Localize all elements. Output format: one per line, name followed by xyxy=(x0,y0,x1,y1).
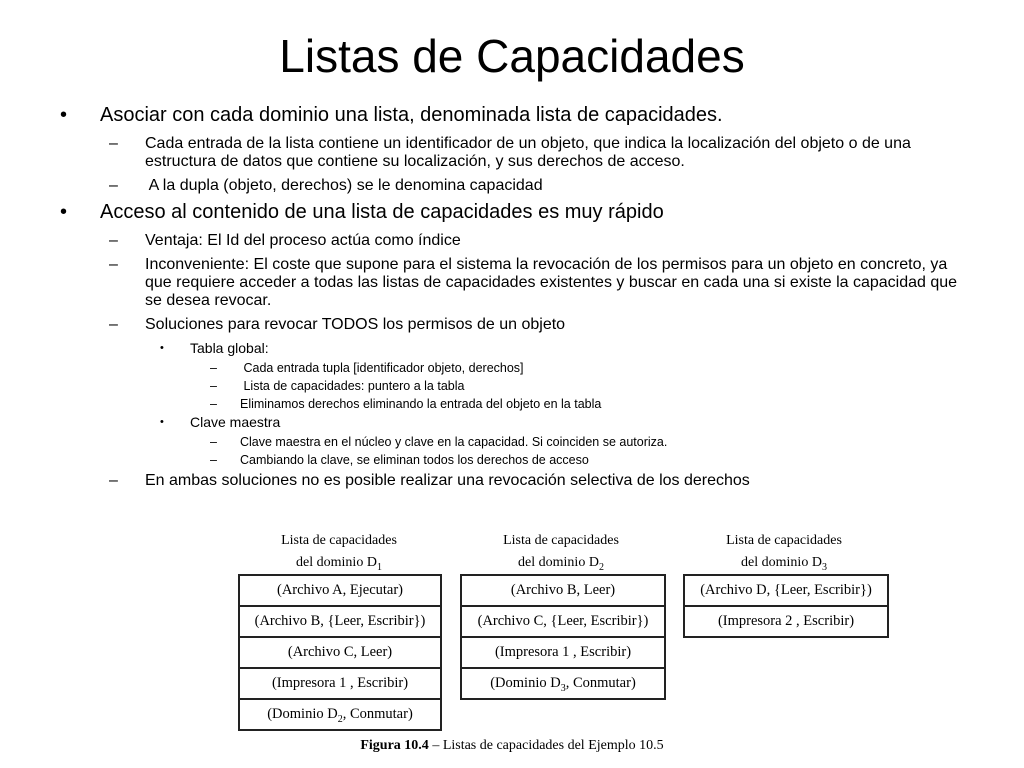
table-cell xyxy=(240,698,440,729)
caption-text: del dominio D xyxy=(518,555,599,570)
figure-caption xyxy=(0,738,1024,754)
caption-text: del dominio D xyxy=(741,555,822,570)
dash-marker: – xyxy=(210,453,217,467)
table-cell xyxy=(462,636,664,667)
caption-subscript: 2 xyxy=(598,561,604,573)
figure-caption-text: – Listas de capacidades del Ejemplo 10.5 xyxy=(428,738,664,753)
solution-item xyxy=(60,414,960,431)
cell-text: (Archivo D, {Leer, Escribir}) xyxy=(700,582,872,598)
table-cell xyxy=(685,576,887,605)
table-cell xyxy=(685,605,887,636)
cell-text: (Archivo C, Leer) xyxy=(287,644,393,660)
dash-marker: – xyxy=(210,379,217,393)
table-cell xyxy=(240,576,440,605)
table-caption xyxy=(238,530,440,579)
bullet-marker: • xyxy=(160,416,164,428)
solution-detail-text: Cada entrada tupla [identificador objeto, derechos] xyxy=(240,361,524,375)
table-cell xyxy=(240,636,440,667)
cell-subscript: 3 xyxy=(560,682,566,694)
dash-marker: – xyxy=(109,232,118,249)
sub-bullet-text: A la dupla (objeto, derechos) se le denomina capacidad xyxy=(145,177,543,194)
sub-bullet-item xyxy=(60,472,960,490)
sub-bullet-item xyxy=(60,232,960,250)
dash-marker: – xyxy=(210,435,217,449)
sub-bullet-text: Inconveniente: El coste que supone para el sistema la revocación de los permisos para un objeto en concreto, ya que requiere acceder a todas las listas de capacidades existentes y buscar en cada una si existe la capacidad que se desea revocar. xyxy=(145,256,958,309)
capability-table-d1 xyxy=(238,574,442,731)
capability-table-d3 xyxy=(683,574,889,638)
solution-detail-text: Lista de capacidades: puntero a la tabla xyxy=(240,379,465,393)
bullet-text: Acceso al contenido de una lista de capacidades es muy rápido xyxy=(100,201,664,223)
sub-bullet-text: Cada entrada de la lista contiene un identificador de un objeto, que indica la localización del objeto o de una estructura de datos que contiene su localización, y sus derechos de acceso. xyxy=(145,135,911,170)
table-cell xyxy=(462,667,664,698)
solution-detail xyxy=(60,434,960,450)
solution-detail xyxy=(60,452,960,468)
cell-text: (Archivo B, Leer) xyxy=(510,582,616,598)
cell-text-tail: , Conmutar) xyxy=(342,706,413,722)
solution-item xyxy=(60,340,960,357)
cell-text-tail: , Conmutar) xyxy=(565,675,636,691)
cell-text: (Archivo C, {Leer, Escribir}) xyxy=(477,613,649,629)
cell-text: (Impresora 1 , Escribir) xyxy=(271,675,409,691)
solution-detail-text: Eliminamos derechos eliminando la entrada del objeto en la tabla xyxy=(240,397,602,411)
sub-bullet-item xyxy=(60,316,960,334)
sub-bullet-item xyxy=(60,135,960,171)
solution-detail xyxy=(60,378,960,394)
sub-bullet-text: Ventaja: El Id del proceso actúa como índice xyxy=(145,232,461,249)
bullet-list xyxy=(60,104,960,490)
table-cell xyxy=(462,605,664,636)
solution-detail xyxy=(60,360,960,376)
table-cell xyxy=(240,667,440,698)
bullet-item xyxy=(60,104,960,127)
caption-line: Lista de capacidades xyxy=(281,533,397,548)
dash-marker: – xyxy=(109,316,118,333)
bullet-marker: • xyxy=(60,104,68,126)
solution-label: Clave maestra xyxy=(190,414,281,430)
table-cell xyxy=(462,576,664,605)
cell-text: (Archivo B, {Leer, Escribir}) xyxy=(254,613,426,629)
sub-bullet-text: En ambas soluciones no es posible realizar una revocación selectiva de los derechos xyxy=(145,472,750,489)
cell-text: (Dominio D xyxy=(267,706,338,722)
bullet-text: Asociar con cada dominio una lista, denominada lista de capacidades. xyxy=(100,104,723,126)
slide-content xyxy=(60,104,960,496)
dash-marker: – xyxy=(109,135,118,152)
caption-subscript: 1 xyxy=(376,561,382,573)
dash-marker: – xyxy=(210,361,217,375)
cell-text: (Archivo A, Ejecutar) xyxy=(276,582,404,598)
dash-marker: – xyxy=(210,397,217,411)
table-caption xyxy=(460,530,662,579)
solution-detail-text: Clave maestra en el núcleo y clave en la capacidad. Si coinciden se autoriza. xyxy=(240,435,668,449)
bullet-item xyxy=(60,201,960,224)
slide-title: Listas de Capacidades xyxy=(279,30,745,82)
caption-line: Lista de capacidades xyxy=(503,533,619,548)
cell-subscript: 2 xyxy=(337,713,343,725)
cell-text: (Impresora 2 , Escribir) xyxy=(717,613,855,629)
caption-line: Lista de capacidades xyxy=(726,533,842,548)
dash-marker: – xyxy=(109,177,118,194)
dash-marker: – xyxy=(109,472,118,489)
solution-label: Tabla global: xyxy=(190,340,269,356)
table-caption xyxy=(683,530,885,579)
sub-bullet-item xyxy=(60,256,960,310)
dash-marker: – xyxy=(109,256,118,273)
cell-text: (Dominio D xyxy=(490,675,561,691)
bullet-marker: • xyxy=(60,201,68,223)
caption-subscript: 3 xyxy=(821,561,827,573)
figure-caption-label: Figura 10.4 xyxy=(360,738,429,753)
table-cell xyxy=(240,605,440,636)
sub-bullet-item xyxy=(60,177,960,195)
solution-detail-text: Cambiando la clave, se eliminan todos los derechos de acceso xyxy=(240,453,589,467)
cell-text: (Impresora 1 , Escribir) xyxy=(494,644,632,660)
bullet-marker: • xyxy=(160,342,164,354)
caption-text: del dominio D xyxy=(296,555,377,570)
solution-detail xyxy=(60,396,960,412)
sub-bullet-text: Soluciones para revocar TODOS los permisos de un objeto xyxy=(145,316,566,333)
capability-table-d2 xyxy=(460,574,666,700)
